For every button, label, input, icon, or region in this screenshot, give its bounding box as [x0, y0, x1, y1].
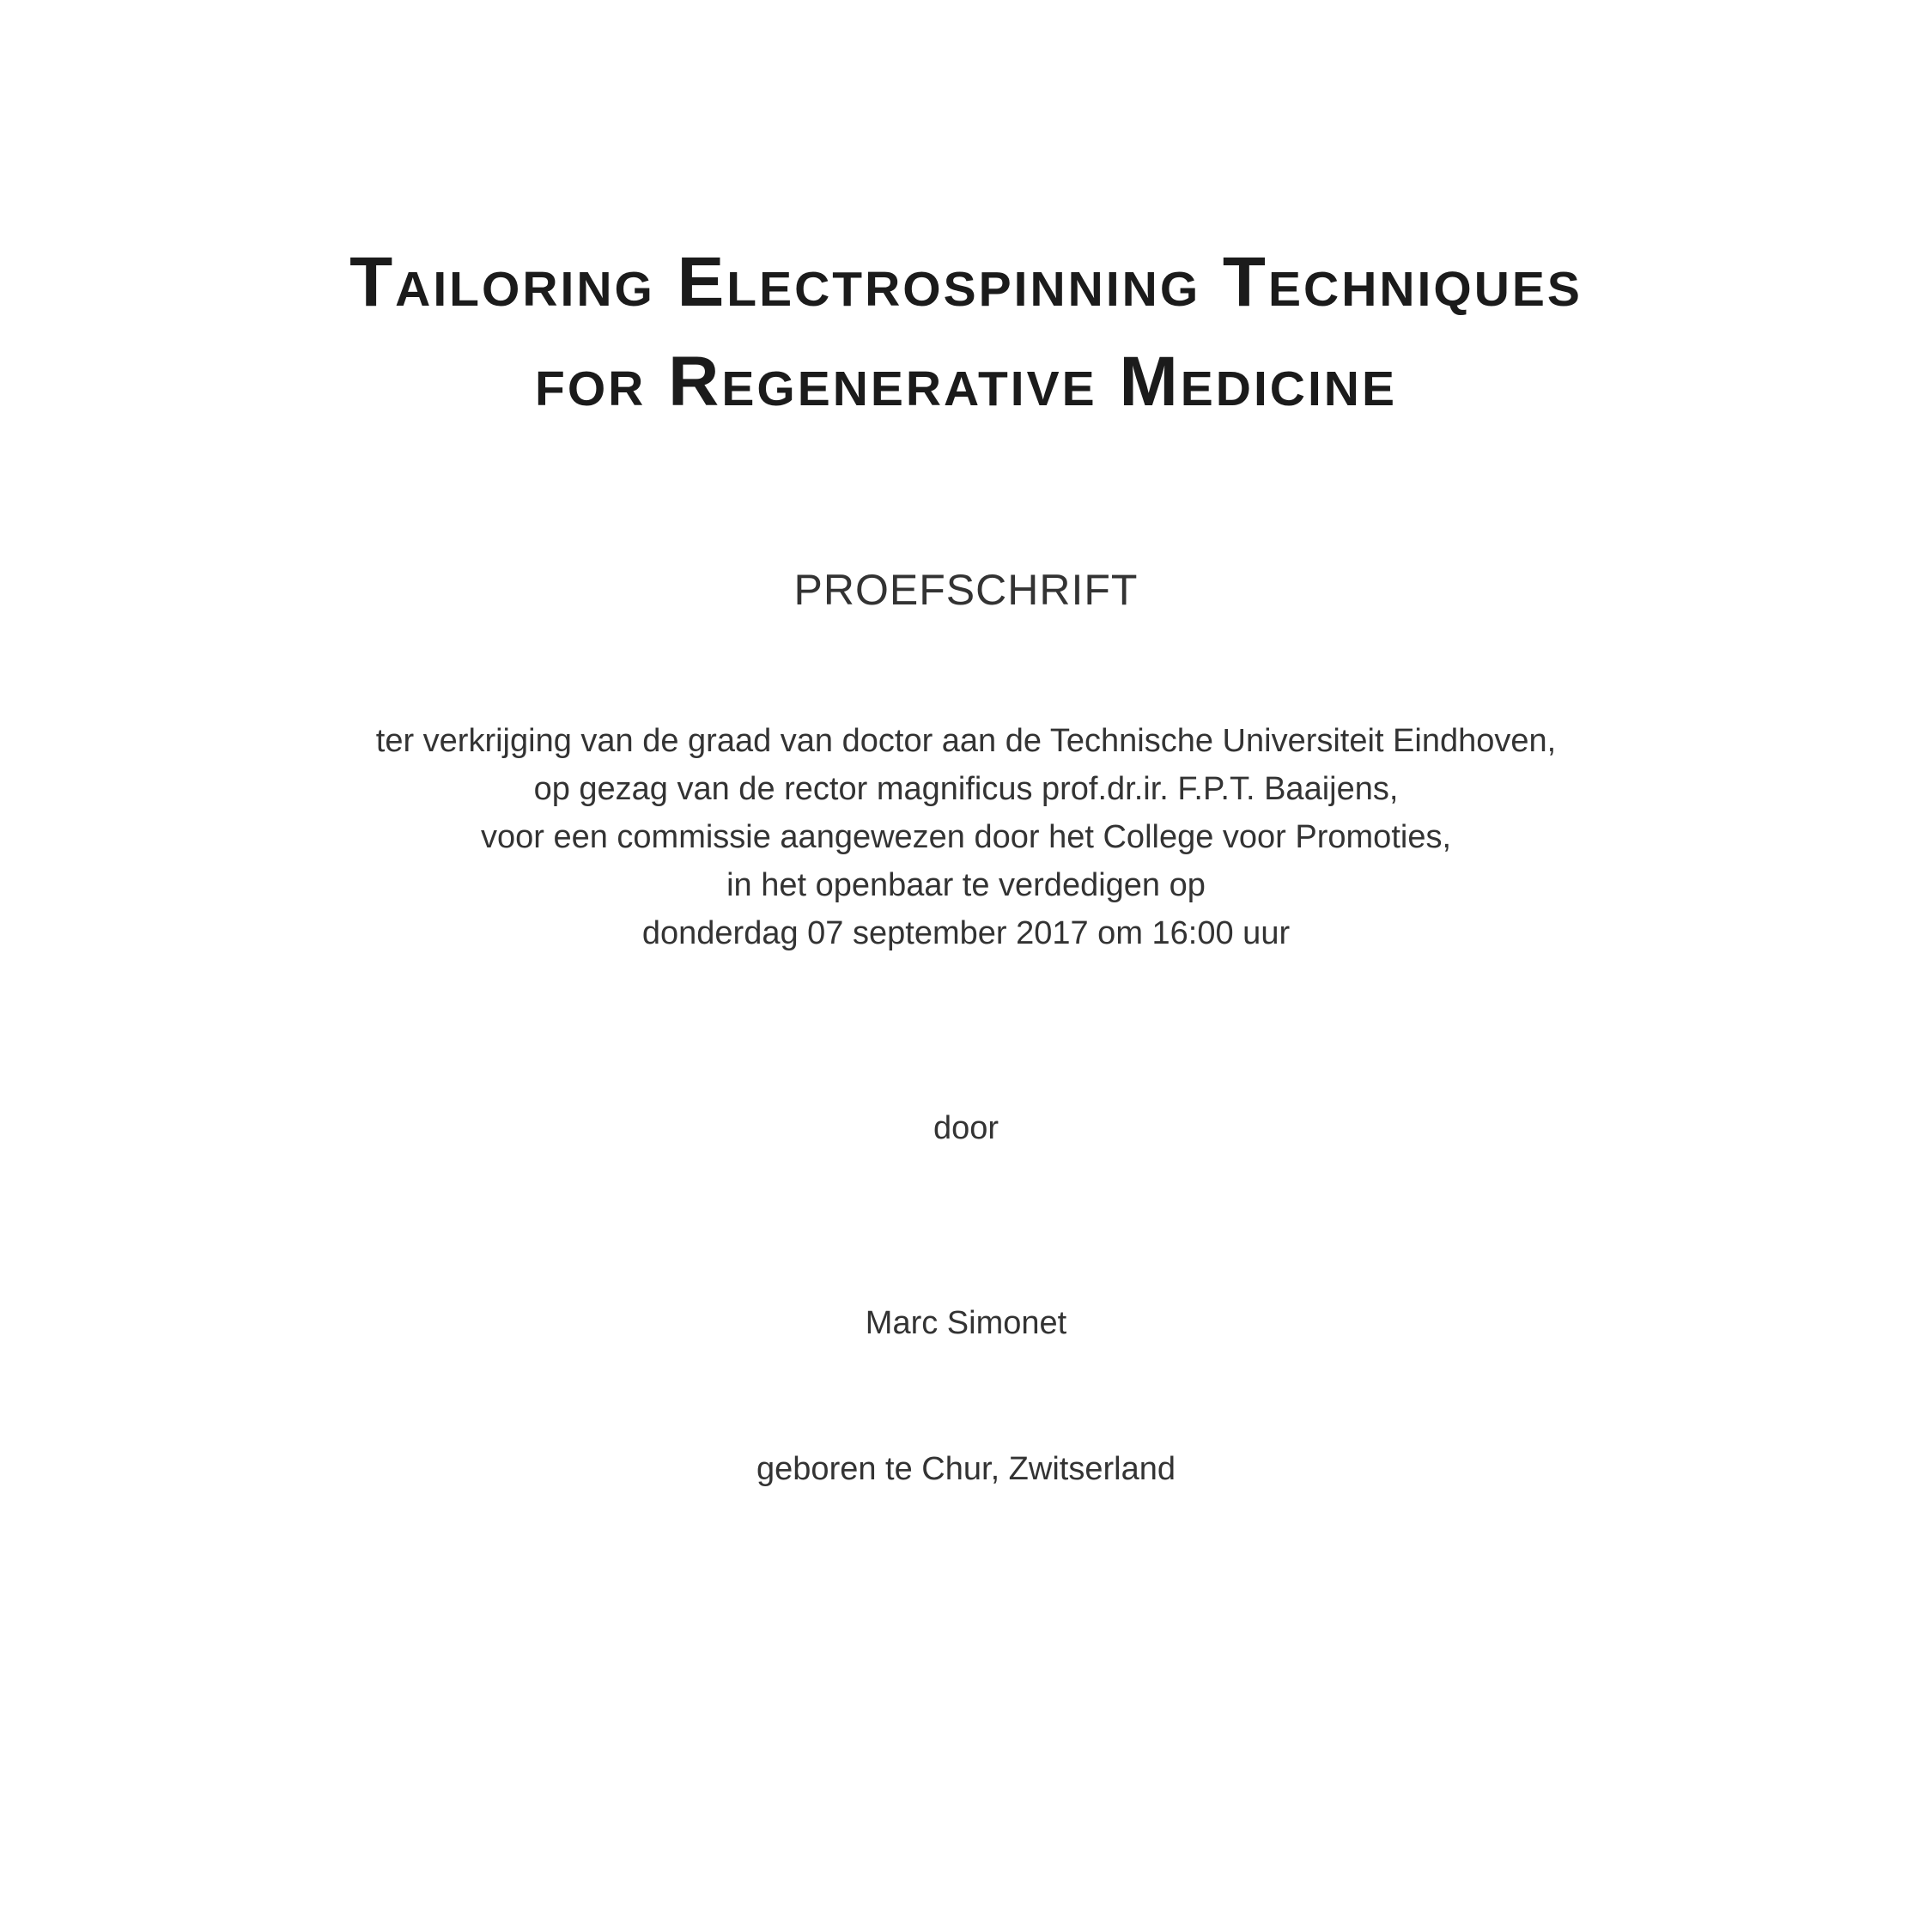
thesis-title-line-1: Tailoring Electrospinning Techniques [349, 243, 1583, 321]
degree-statement-line: ter verkrijging van de graad van doctor aan de Technische Universiteit Eindhoven, [375, 723, 1557, 759]
degree-statement-line: voor een commissie aangewezen door het College voor Promoties, [480, 819, 1452, 855]
document-type: PROEFSCHRIFT [793, 566, 1139, 614]
degree-statement-line: op gezag van de rector magnificus prof.dr.ir. F.P.T. Baaijens, [533, 771, 1399, 807]
by-label: door [933, 1110, 999, 1146]
author-name: Marc Simonet [865, 1305, 1067, 1341]
degree-statement-line: in het openbaar te verdedigen op [726, 867, 1206, 903]
thesis-title-line-2: for Regenerative Medicine [535, 343, 1397, 421]
defense-date-line: donderdag 07 september 2017 om 16:00 uur [641, 915, 1291, 951]
birthplace: geboren te Chur, Zwitserland [756, 1451, 1176, 1487]
